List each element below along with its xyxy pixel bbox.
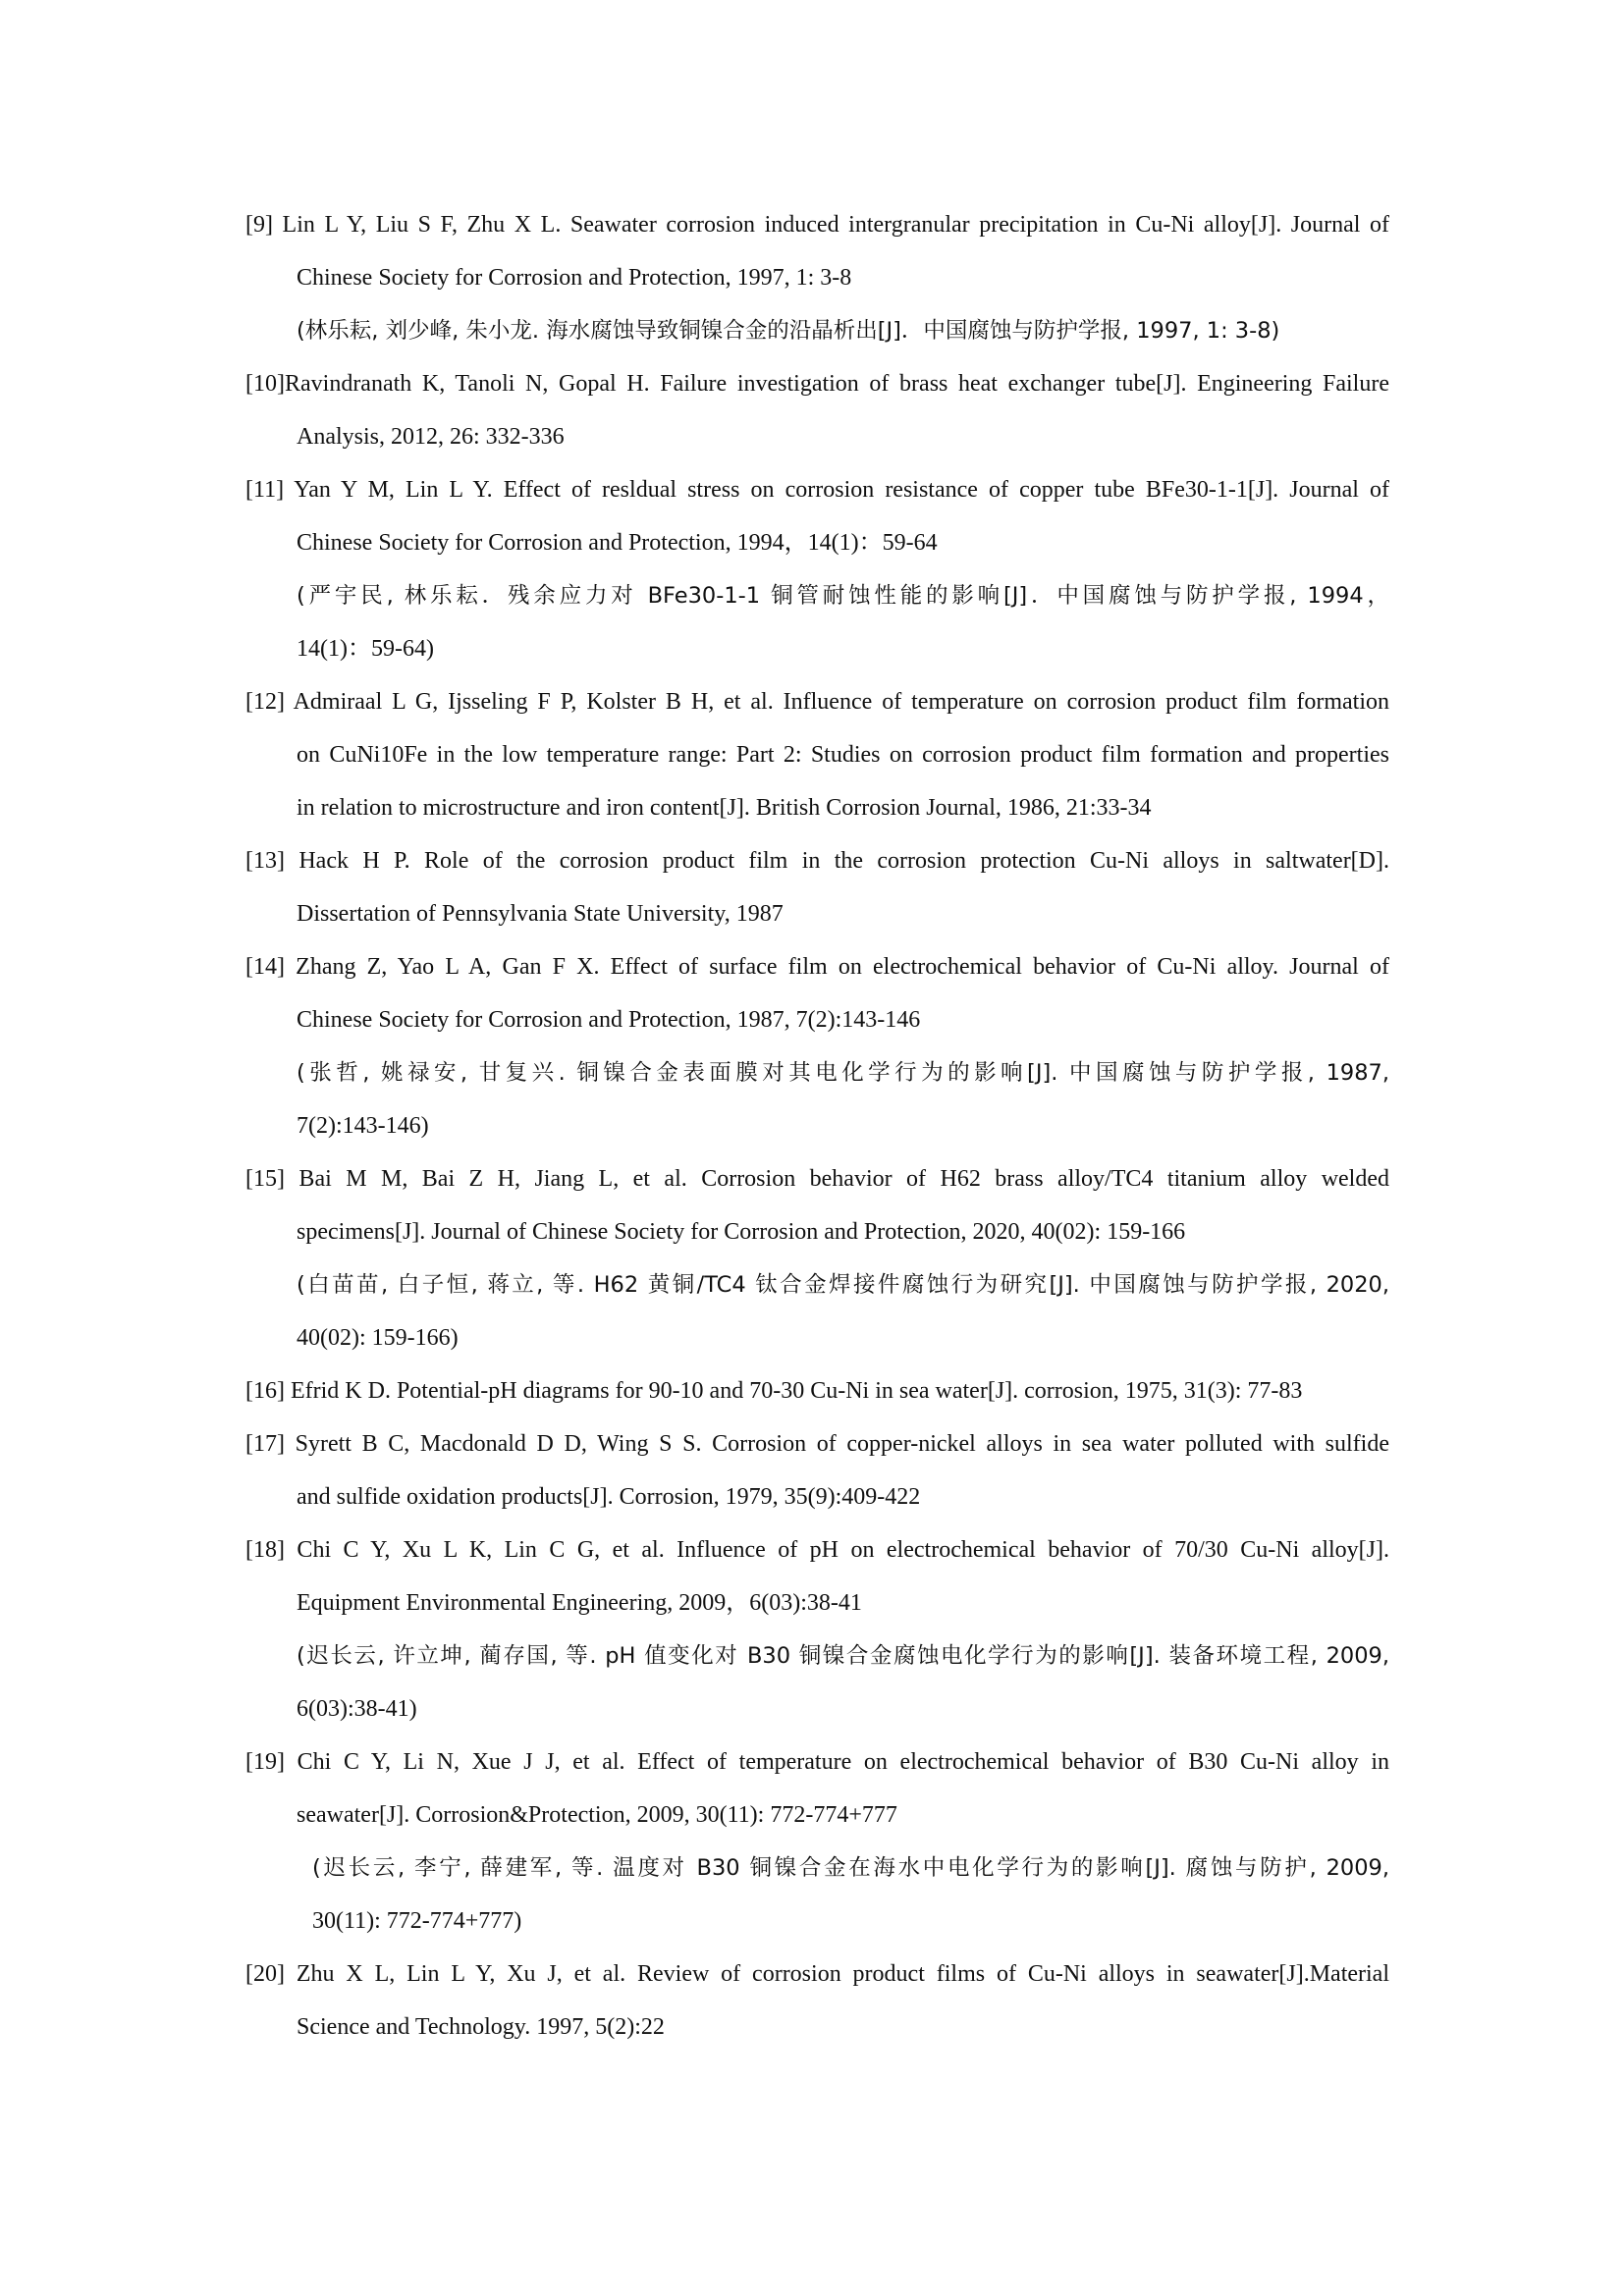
reference-entry bbox=[245, 1523, 1389, 1735]
reference-continuation-line: on CuNi10Fe in the low temperature range: Part 2: Studies on corrosion product film formation and properties bbox=[297, 742, 1389, 768]
reference-continuation-line: 14(1)：59-64) bbox=[297, 636, 434, 662]
reference-first-line: [14] Zhang Z, Yao L A, Gan F X. Effect of surface film on electrochemical behavior of Cu-Ni alloy. Journal of bbox=[245, 954, 1389, 980]
reference-continuation-line: and sulfide oxidation products[J]. Corrosion, 1979, 35(9):409-422 bbox=[297, 1484, 921, 1510]
reference-entry bbox=[245, 1948, 1389, 2054]
reference-entry bbox=[245, 1417, 1389, 1523]
reference-first-line: [17] Syrett B C, Macdonald D D, Wing S S. Corrosion of copper-nickel alloys in sea water polluted with sulfide bbox=[245, 1431, 1389, 1457]
reference-entry bbox=[245, 1735, 1389, 1948]
reference-continuation-line: 30(11): 772-774+777) bbox=[312, 1908, 522, 1934]
reference-continuation-line: Analysis, 2012, 26: 332-336 bbox=[297, 424, 565, 450]
reference-continuation-line: seawater[J]. Corrosion&Protection, 2009, 30(11): 772-774+777 bbox=[297, 1802, 897, 1828]
reference-continuation-line: in relation to microstructure and iron content[J]. British Corrosion Journal, 1986, 21:33-34 bbox=[297, 795, 1152, 821]
reference-entry bbox=[245, 357, 1389, 463]
reference-entry bbox=[245, 834, 1389, 940]
reference-chinese-line: (白苗苗, 白子恒, 蒋立, 等. H62 黄铜/TC4 钛合金焊接件腐蚀行为研究[J]. 中国腐蚀与防护学报, 2020, bbox=[297, 1272, 1389, 1298]
reference-continuation-line: Science and Technology. 1997, 5(2):22 bbox=[297, 2014, 665, 2040]
reference-entry bbox=[245, 463, 1389, 675]
reference-list bbox=[245, 198, 1389, 2054]
reference-first-line: [18] Chi C Y, Xu L K, Lin C G, et al. Influence of pH on electrochemical behavior of 70/30 Cu-Ni alloy[J]. bbox=[245, 1537, 1389, 1563]
reference-continuation-line: Equipment Environmental Engineering, 2009，6(03):38-41 bbox=[297, 1590, 862, 1616]
reference-first-line: [13] Hack H P. Role of the corrosion product film in the corrosion protection Cu-Ni alloys in saltwater[D]. bbox=[245, 848, 1389, 874]
reference-continuation-line: Chinese Society for Corrosion and Protection, 1994，14(1)：59-64 bbox=[297, 530, 938, 556]
reference-first-line: [10]Ravindranath K, Tanoli N, Gopal H. Failure investigation of brass heat exchanger tube[J]. Engineering Failure bbox=[245, 371, 1389, 397]
reference-chinese-line: (严宇民, 林乐耘．残余应力对 BFe30-1-1 铜管耐蚀性能的影响[J]．中国腐蚀与防护学报, 1994， bbox=[297, 583, 1389, 609]
reference-first-line: [20] Zhu X L, Lin L Y, Xu J, et al. Review of corrosion product films of Cu-Ni alloys in seawater[J].Material bbox=[245, 1961, 1389, 1987]
reference-first-line: [19] Chi C Y, Li N, Xue J J, et al. Effect of temperature on electrochemical behavior of B30 Cu-Ni alloy in bbox=[245, 1749, 1389, 1775]
reference-entry bbox=[245, 940, 1389, 1152]
reference-continuation-line: Chinese Society for Corrosion and Protection, 1987, 7(2):143-146 bbox=[297, 1007, 921, 1033]
reference-first-line: [16] Efrid K D. Potential-pH diagrams for 90-10 and 70-30 Cu-Ni in sea water[J]. corrosion, 1975, 31(3): 77-83 bbox=[245, 1378, 1303, 1404]
reference-continuation-line: Dissertation of Pennsylvania State University, 1987 bbox=[297, 901, 784, 927]
reference-first-line: [11] Yan Y M, Lin L Y. Effect of resldual stress on corrosion resistance of copper tube BFe30-1-1[J]. Journal of bbox=[245, 477, 1389, 503]
reference-entry bbox=[245, 1152, 1389, 1364]
reference-continuation-line: specimens[J]. Journal of Chinese Society for Corrosion and Protection, 2020, 40(02): 159-166 bbox=[297, 1219, 1186, 1245]
reference-entry bbox=[245, 198, 1389, 357]
reference-continuation-line: 7(2):143-146) bbox=[297, 1113, 429, 1139]
reference-continuation-line: 6(03):38-41) bbox=[297, 1696, 417, 1722]
reference-first-line: [12] Admiraal L G, Ijsseling F P, Kolster B H, et al. Influence of temperature on corrosion product film formation bbox=[245, 689, 1389, 715]
reference-first-line: [15] Bai M M, Bai Z H, Jiang L, et al. Corrosion behavior of H62 brass alloy/TC4 titanium alloy welded bbox=[245, 1166, 1389, 1192]
reference-chinese-line: (林乐耘, 刘少峰, 朱小龙. 海水腐蚀导致铜镍合金的沿晶析出[J]．中国腐蚀与防护学报, 1997, 1: 3-8) bbox=[297, 318, 1280, 344]
reference-first-line: [9] Lin L Y, Liu S F, Zhu X L. Seawater corrosion induced intergranular precipitation in Cu-Ni alloy[J]. Journal of bbox=[245, 212, 1389, 238]
reference-continuation-line: 40(02): 159-166) bbox=[297, 1325, 459, 1351]
reference-chinese-line: (迟长云, 许立坤, 蔺存国, 等. pH 值变化对 B30 铜镍合金腐蚀电化学行为的影响[J]. 装备环境工程, 2009, bbox=[297, 1643, 1389, 1669]
reference-entry bbox=[245, 1364, 1389, 1417]
reference-continuation-line: Chinese Society for Corrosion and Protection, 1997, 1: 3-8 bbox=[297, 265, 852, 291]
reference-chinese-line: (张哲, 姚禄安, 甘复兴. 铜镍合金表面膜对其电化学行为的影响[J]. 中国腐蚀与防护学报, 1987, bbox=[297, 1060, 1389, 1086]
reference-chinese-line: (迟长云, 李宁, 薛建军, 等. 温度对 B30 铜镍合金在海水中电化学行为的影响[J]. 腐蚀与防护, 2009, bbox=[312, 1855, 1389, 1881]
reference-entry bbox=[245, 675, 1389, 834]
